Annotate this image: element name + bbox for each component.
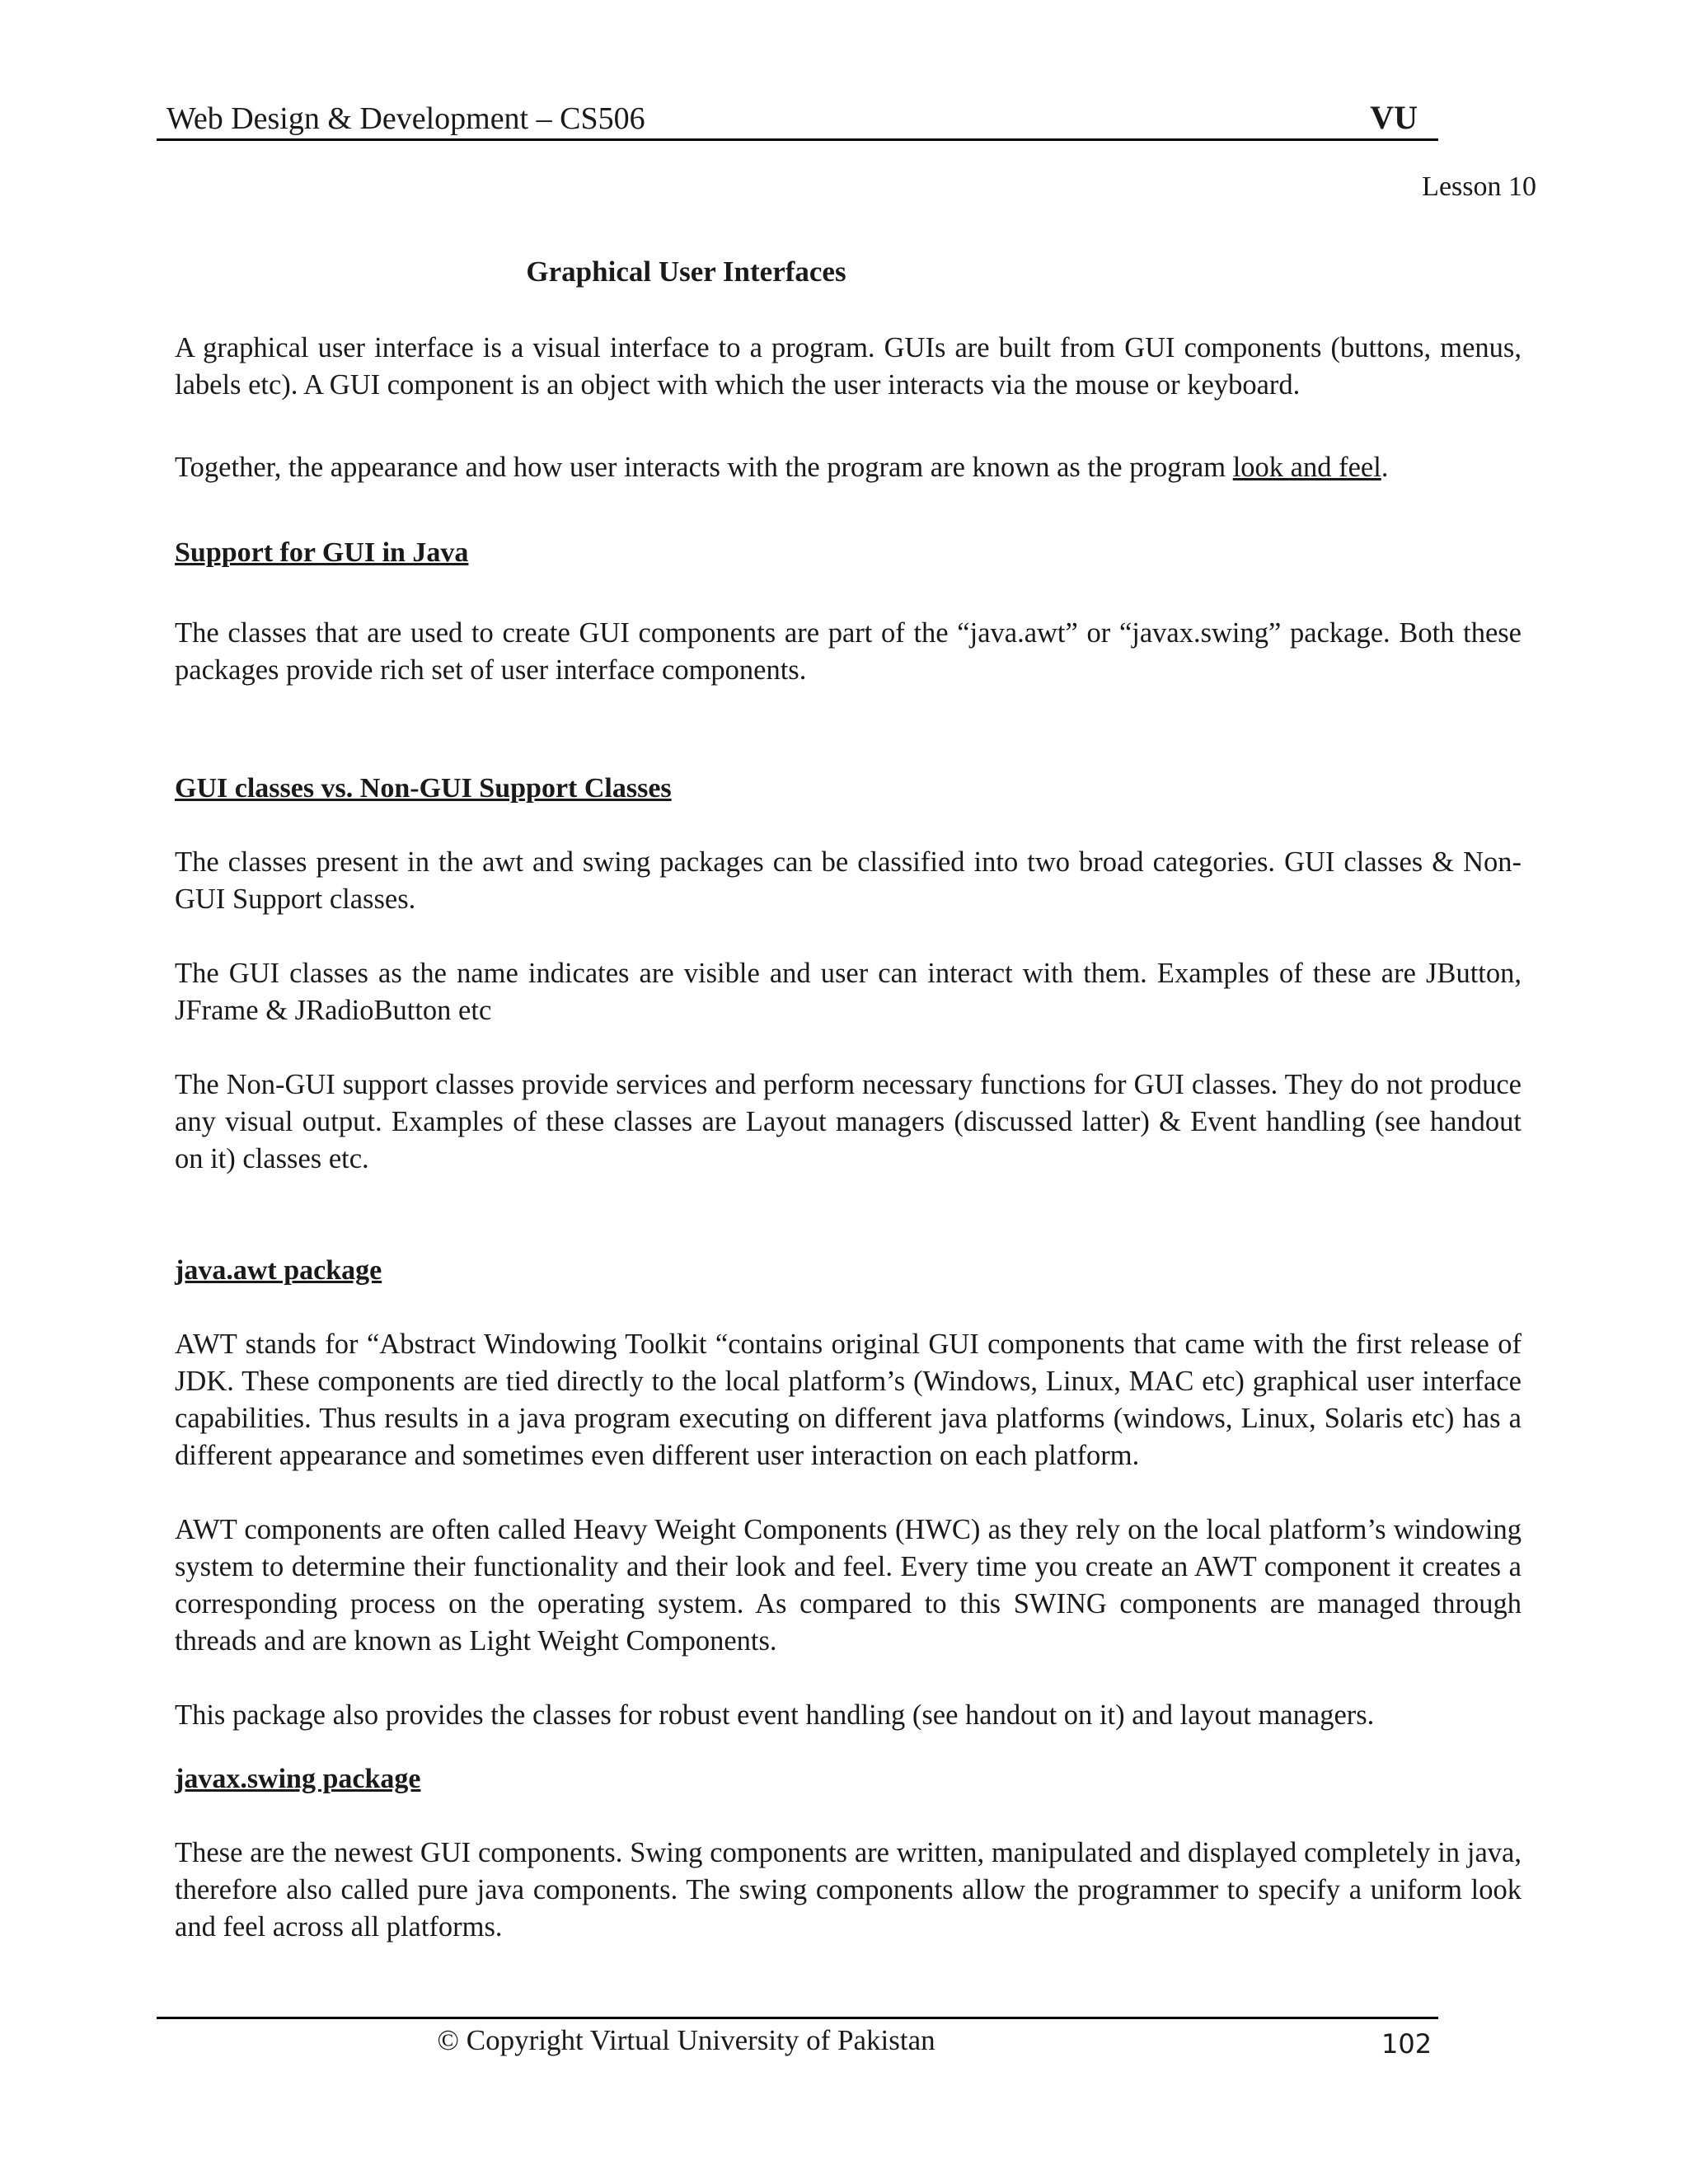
gui-paragraph-2: The GUI classes as the name indicates are visible and user can interact with them. Examples of these are JButton, JFrame & JRadioButton etc [175, 958, 1522, 1026]
course-title: Web Design & Development – CS506 [166, 101, 645, 136]
heading-support-for-gui: Support for GUI in Java [175, 537, 469, 568]
gui-paragraph-1: The classes present in the awt and swing packages can be classified into two broad categories. GUI classes & Non-GUI Support classes. [175, 846, 1522, 915]
intro-paragraph-1: A graphical user interface is a visual interface to a program. GUIs are built from GUI components (buttons, menus, labels etc). A GUI component is an object with which the user interacts via the mouse or keyboard. [175, 332, 1522, 401]
heading-javax-swing: javax.swing package [175, 1764, 421, 1794]
awt-paragraph-1: AWT stands for “Abstract Windowing Toolkit “contains original GUI components that came with the first release of JDK. These components are tied directly to the local platform’s (Windows, Linux, MAC etc) graphical user interface capabilities. Thus results in a java program executing on different java platforms (windows, Linux, Solaris etc) has a different appearance and sometimes even different user interaction on each platform. [175, 1329, 1522, 1471]
footer-copyright: © Copyright Virtual University of Pakistan [437, 2024, 935, 2056]
intro-paragraph-2-text: Together, the appearance and how user interacts with the program are known as the program [175, 452, 1233, 483]
heading-java-awt: java.awt package [175, 1255, 382, 1286]
page-number: 102 [1381, 2028, 1432, 2060]
intro-paragraph-2 [175, 449, 1522, 486]
swing-paragraph: These are the newest GUI components. Swing components are written, manipulated and displayed completely in java, therefore also called pure java components. The swing components allow the programmer to specify a uniform look and feel across all platforms. [175, 1837, 1522, 1943]
document-body [175, 330, 1522, 1946]
page-title: Graphical User Interfaces [526, 255, 846, 288]
awt-paragraph-3: This package also provides the classes for robust event handling (see handout on it) and layout managers. [175, 1699, 1375, 1731]
gui-paragraph-3: The Non-GUI support classes provide services and perform necessary functions for GUI classes. They do not produce any visual output. Examples of these classes are Layout managers (discussed latter) & Event handling (see handout on it) classes etc. [175, 1069, 1522, 1174]
look-and-feel-term: look and feel [1232, 452, 1381, 483]
support-paragraph: The classes that are used to create GUI components are part of the “java.awt” or “javax.swing” package. Both these packages provide rich set of user interface components. [175, 617, 1522, 686]
intro-paragraph-2-end: . [1381, 452, 1389, 483]
heading-gui-vs-nongui: GUI classes vs. Non-GUI Support Classes [175, 773, 672, 804]
page-header [157, 97, 1438, 141]
lesson-label: Lesson 10 [1422, 171, 1536, 202]
institution-label: VU [1370, 99, 1418, 136]
awt-paragraph-2: AWT components are often called Heavy Weight Components (HWC) as they rely on the local platform’s windowing system to determine their functionality and their look and feel. Every time you create an AWT component it creates a corresponding process on the operating system. As compared to this SWING components are managed through threads and are known as Light Weight Components. [175, 1514, 1522, 1657]
footer-divider [157, 2017, 1438, 2019]
